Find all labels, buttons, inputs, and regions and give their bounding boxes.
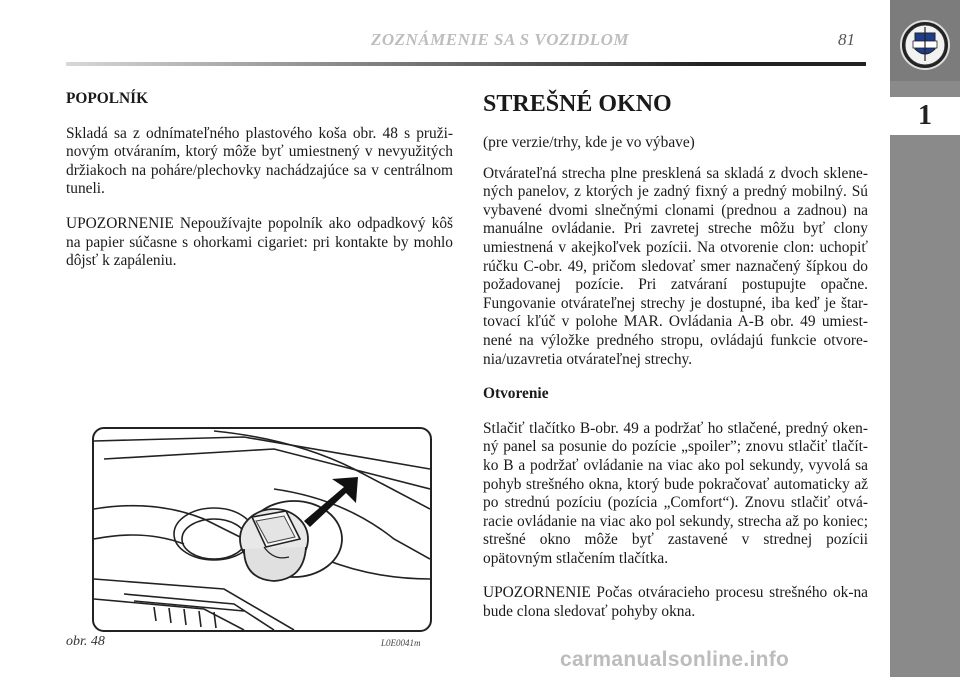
figure-48-illustration: [92, 427, 432, 632]
ashtray-warning: UPOZORNENIE Nepoužívajte popolník ako odpadkový kôš na papier súčasne s ohorkami cigariet: pri kontakte by mohlo dôjsť k zapáleniu.: [66, 214, 453, 270]
sunroof-subtitle: (pre verzie/trhy, kde je vo výbave): [483, 134, 695, 151]
left-column: [66, 90, 453, 287]
sunroof-title: STREŠNÉ OKNO: [483, 91, 672, 117]
header-rule: [66, 62, 866, 66]
ashtray-heading: POPOLNÍK: [66, 90, 149, 107]
chapter-sidebar: [890, 0, 960, 677]
ashtray-illustration: [94, 429, 430, 630]
opening-paragraph: Stlačiť tlačítko B-obr. 49 a podržať ho stlačené, predný oken-ný panel sa posunie do pozície „spoiler”; znovu stlačiť tlačít-ko B a podržať ovládanie na viac ako pol sekundy, vyvolá sa pohyb strešného okna, ktorý bude pokračovať automaticky až po strednú pozíciu (pozícia „Comfort“). Znovu stlačiť otvá-racie ovládanie na viac ako pol sekundy, strecha až po koniec; strešné okno môže byť zastavené v strednej pozícii opätovným stlačením tlačítka.: [483, 419, 868, 567]
sunroof-warning: UPOZORNENIE Počas otváracieho procesu strešného ok-na bude clona sledovať pohyby okna.: [483, 584, 868, 621]
figure-label: obr. 48: [66, 634, 105, 649]
ashtray-paragraph: Skladá sa z odnímateľného plastového koša obr. 48 s pruži-novým otváraním, ktorý môže byť umiestnený v nevyužitých držiakoch na poháre/plechovky nachádzajúce sa v centrálnom tuneli.: [66, 124, 453, 198]
figure-code: L0E0041m: [381, 638, 421, 648]
watermark: carmanualsonline.info: [560, 648, 790, 671]
opening-subheading: Otvorenie: [483, 385, 549, 403]
header-title: ZOZNÁMENIE SA S VOZIDLOM: [370, 30, 630, 49]
page-number: 81: [838, 30, 855, 49]
lancia-logo: [899, 19, 951, 71]
sunroof-paragraph: Otvárateľná strecha plne presklená sa skladá z dvoch sklene-ných panelov, z ktorých je zadný fixný a predný mobilný. Sú vybavené dvomi slnečnými clonami (prednou a zadnou) na manuálne ovládanie. Pri zavretej streche môžu byť clony umiestnená v akejkoľvek pozícii. Na otvorenie clon: uchopiť rúčku C-obr. 49, pričom sledovať smer naznačený šípkou do požadovanej pozície. Pri zatváraní postupujte opačne. Fungovanie otvárateľnej strechy je dostupné, iba keď je štar-tovací kľúč v polohe MAR. Ovládania A-B obr. 49 umiest-nené na výložke predného stropu, ovládajú funkcie otvore-nia/uzavretia otvárateľnej strechy.: [483, 164, 868, 368]
chapter-number: 1: [890, 97, 960, 135]
lancia-logo-icon: [899, 19, 951, 71]
right-column: [483, 90, 868, 638]
